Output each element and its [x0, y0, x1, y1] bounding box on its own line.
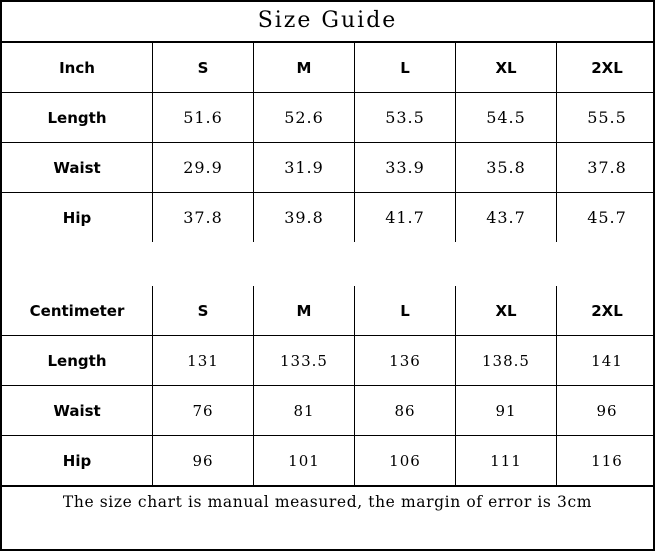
cell-hip-xl-cm: 111	[456, 436, 557, 486]
cell-waist-2xl: 37.8	[557, 143, 655, 193]
cell-waist-s: 29.9	[153, 143, 254, 193]
cell-hip-m: 39.8	[254, 193, 355, 243]
column-header-s-cm: S	[153, 286, 254, 336]
table-row	[2, 93, 655, 143]
column-header-unit: Inch	[2, 43, 153, 93]
cell-length-s-cm: 131	[153, 336, 254, 386]
cell-hip-s: 37.8	[153, 193, 254, 243]
cell-length-l-cm: 136	[355, 336, 456, 386]
column-header-s: S	[153, 43, 254, 93]
column-header-unit-cm: Centimeter	[2, 286, 153, 336]
cell-length-xl: 54.5	[456, 93, 557, 143]
page-title: Size Guide	[257, 8, 398, 33]
cell-hip-m-cm: 101	[254, 436, 355, 486]
row-label-waist: Waist	[2, 143, 153, 193]
column-header-2xl-cm: 2XL	[557, 286, 655, 336]
column-header-xl-cm: XL	[456, 286, 557, 336]
cell-hip-2xl-cm: 116	[557, 436, 655, 486]
cell-hip-2xl: 45.7	[557, 193, 655, 243]
row-label-length-cm: Length	[2, 336, 153, 386]
column-header-l: L	[355, 43, 456, 93]
row-label-hip-cm: Hip	[2, 436, 153, 486]
table-header-row	[2, 43, 655, 93]
cell-length-2xl-cm: 141	[557, 336, 655, 386]
column-header-m: M	[254, 43, 355, 93]
table-row	[2, 193, 655, 243]
row-label-length: Length	[2, 93, 153, 143]
footer-note: The size chart is manual measured, the margin of error is 3cm	[62, 493, 593, 512]
table-row	[2, 386, 655, 436]
cell-waist-m-cm: 81	[254, 386, 355, 436]
table-header-row	[2, 286, 655, 336]
cell-hip-l-cm: 106	[355, 436, 456, 486]
cell-length-l: 53.5	[355, 93, 456, 143]
table-row	[2, 336, 655, 386]
cell-hip-s-cm: 96	[153, 436, 254, 486]
cell-length-m-cm: 133.5	[254, 336, 355, 386]
row-label-waist-cm: Waist	[2, 386, 153, 436]
cell-hip-xl: 43.7	[456, 193, 557, 243]
cell-waist-m: 31.9	[254, 143, 355, 193]
cell-length-s: 51.6	[153, 93, 254, 143]
cell-waist-s-cm: 76	[153, 386, 254, 436]
table-row	[2, 143, 655, 193]
cell-waist-xl-cm: 91	[456, 386, 557, 436]
centimeter-size-table	[2, 286, 655, 485]
cell-waist-2xl-cm: 96	[557, 386, 655, 436]
column-header-m-cm: M	[254, 286, 355, 336]
column-header-2xl: 2XL	[557, 43, 655, 93]
cell-waist-l-cm: 86	[355, 386, 456, 436]
table-row	[2, 436, 655, 486]
cell-waist-xl: 35.8	[456, 143, 557, 193]
cell-length-xl-cm: 138.5	[456, 336, 557, 386]
cell-hip-l: 41.7	[355, 193, 456, 243]
column-header-xl: XL	[456, 43, 557, 93]
inch-size-table	[2, 43, 655, 242]
cell-waist-l: 33.9	[355, 143, 456, 193]
table-spacer	[2, 242, 653, 286]
cell-length-m: 52.6	[254, 93, 355, 143]
column-header-l-cm: L	[355, 286, 456, 336]
cell-length-2xl: 55.5	[557, 93, 655, 143]
row-label-hip: Hip	[2, 193, 153, 243]
